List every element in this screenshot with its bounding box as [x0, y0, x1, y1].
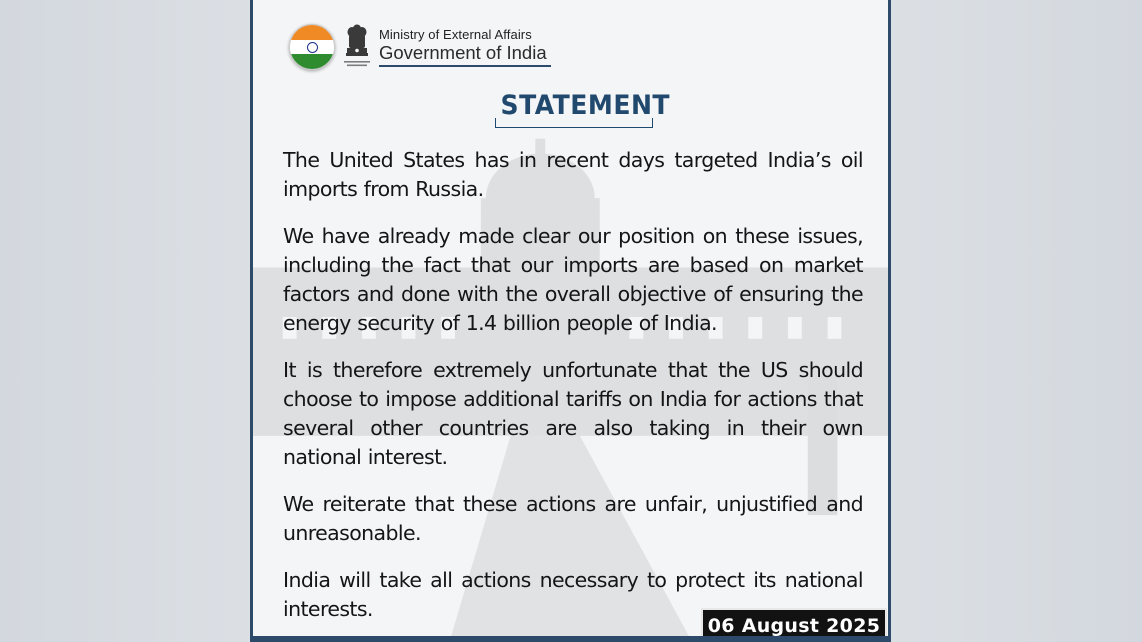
header-underline	[379, 65, 551, 67]
paragraph: India will take all actions necessary to protect its national interests.	[283, 568, 863, 621]
national-emblem-icon	[343, 24, 371, 70]
ministry-title-block	[379, 27, 551, 67]
paragraph: The United States has in recent days targeted India’s oil imports from Russia.	[283, 148, 863, 201]
ministry-name: Ministry of External Affairs	[379, 27, 532, 42]
date-badge	[701, 608, 887, 642]
title-block	[495, 90, 671, 128]
paragraph: We have already made clear our position on these issues, including the fact that our imports are based on market factors and done with the overall objective of ensuring the energy security of 1.4 billion people of India.	[283, 224, 863, 335]
title-bracket	[495, 118, 653, 128]
india-flag-icon	[289, 24, 335, 70]
statement-body	[283, 146, 863, 642]
government-name: Government of India	[379, 42, 547, 63]
statement-card	[250, 0, 891, 642]
ministry-header	[289, 22, 551, 72]
paragraph: It is therefore extremely unfortunate that the US should choose to impose additional tariffs on India for actions that several other countries are also taking in their own national interest.	[283, 358, 863, 469]
statement-title: STATEMENT	[500, 90, 671, 121]
paragraph: We reiterate that these actions are unfair, unjustified and unreasonable.	[283, 492, 863, 545]
statement-date: 06 August 2025	[707, 615, 881, 637]
